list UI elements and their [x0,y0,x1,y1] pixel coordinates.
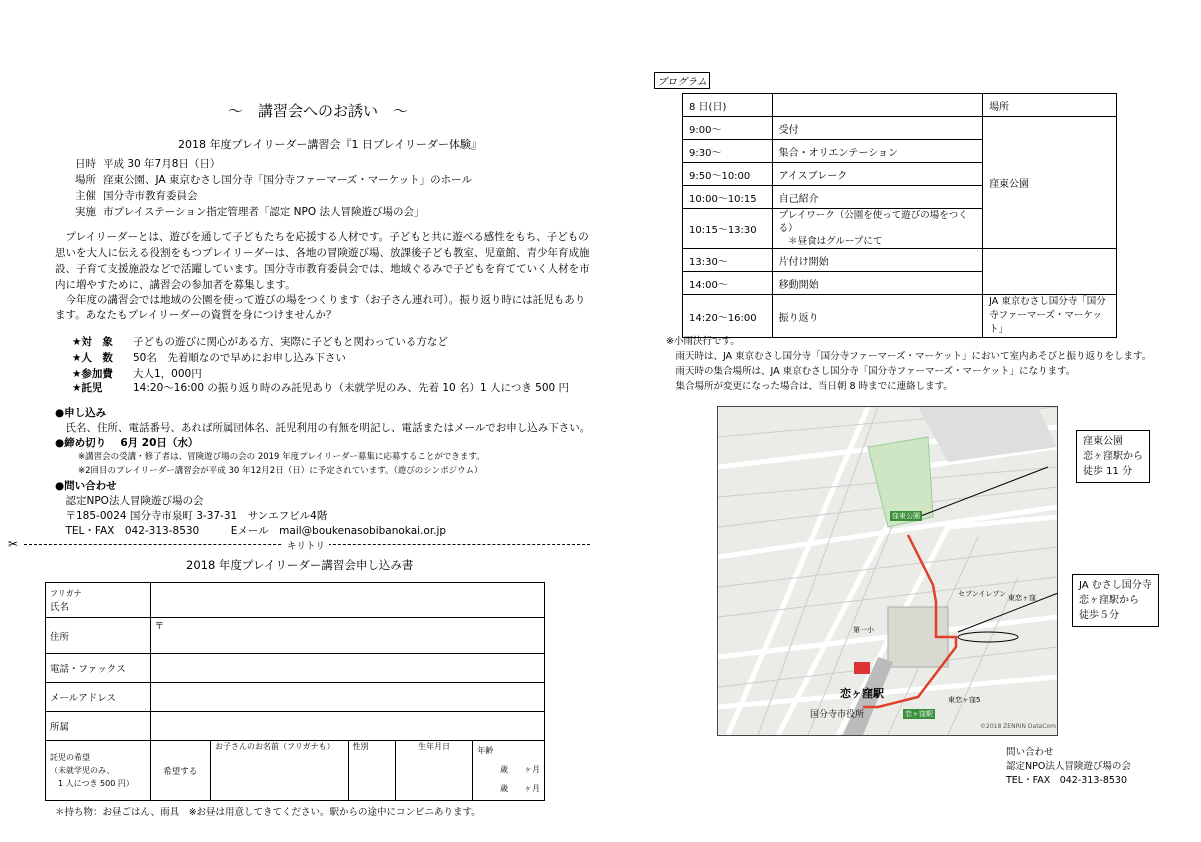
left-page [0,0,600,842]
fee-label: ★参加費 [72,368,113,380]
bring-note: ＊持ち物：お昼ごはん、雨具 ※お昼は用意してきてください。駅からの途中にコンビニあります。 [55,807,481,818]
childcare-line: （未就学児のみ、 [50,766,115,775]
detail-host: 国分寺市教育委員会 [103,190,198,202]
callout-line: 窪東公園 [1083,436,1123,447]
contact-org: 認定NPO法人冒険遊び場の会 [1006,761,1131,772]
email-label: メールアドレス [46,683,151,712]
name-field[interactable] [150,583,544,618]
program-item-note: ＊昼食はグループにて [778,236,883,247]
detail-operator: 市プレイステーション指定管理者「認定 NPO 法人冒険遊び場の会」 [103,206,425,218]
elementary-label: 第一小 [853,626,874,634]
invite-title: ～ 講習会へのお誘い ～ [228,102,409,120]
note-line: ※講習会の受講・修了者は、冒険遊び場の会の 2019 年度プレイリーダー募集に応募することができます。 [78,452,485,462]
contact-line: 認定NPO法人冒険遊び場の会 [55,495,204,507]
program-place-empty [983,249,1117,295]
contact-line: 〒185-0024 国分寺市泉町 3-37-31 サンエフビル4階 [55,510,328,522]
contact-tel: TEL・FAX 042-313-8530 [1006,775,1127,786]
scissors-icon: ✂ [8,537,19,551]
intro-line: 設、子育て支援施設などで活躍しています。国分寺市教育委員会では、地域ぐるみで子どもを育てていく人材を市 [55,263,590,275]
program-item: 振り返り [772,295,982,338]
detail-host-label: 主催 [75,190,96,202]
intro-line: プレイリーダーとは、遊びを通して子どもたちを応援する人材です。子どもと共に遊べる感性をもち、子どもの [55,231,589,243]
program-table [682,93,1117,338]
callout-line: 恋ヶ窪駅から [1079,595,1139,606]
form-title: 2018 年度プレイリーダー講習会申し込み書 [186,558,414,572]
program-label: プログラム [654,72,710,89]
program-place-park: 窪東公園 [983,117,1117,249]
intro-line: 内に増やすために、講習会の参加者を募集します。 [55,279,296,291]
note-line: ※2回目のプレイリーダー講習会が平成 30 年12月2日（日）に予定されています。（遊びのシンポジウム） [78,466,483,476]
program-time: 9:50～10:00 [683,163,773,186]
gender-cell[interactable] [348,741,395,801]
target-label: ★対 象 [72,336,113,348]
detail-date: 平成 30 年7月8日（日） [103,158,221,170]
rain-note: ※小雨決行です。 [666,336,740,347]
childcare-label-cell [46,741,151,801]
higashi-label: 東恋ヶ窪 [1008,594,1036,602]
detail-date-label: 日時 [75,158,96,170]
wish-cell[interactable]: 希望する [150,741,211,801]
program-time: 9:30～ [683,140,773,163]
callout-line: 徒歩５分 [1079,610,1119,621]
age-label: 年齢 [477,746,494,755]
capacity-value: 50名 先着順なので早めにお申し込み下さい [133,352,346,364]
phone-label: 電話・ファックス [46,654,151,683]
program-place-ja: JA 東京むさし国分寺「国分寺ファーマーズ・マーケット」 [983,295,1117,338]
program-item: アイスブレーク [772,163,982,186]
target-value: 子どもの遊びに関心がある方、実際に子どもと関わっている方など [133,336,448,348]
program-time: 14:20～16:00 [683,295,773,338]
map-drawing [718,407,1057,735]
program-item-header [772,94,982,117]
rain-note: 集合場所が変更になった場合は、当日朝 8 時までに連絡します。 [666,381,953,392]
age-unit: 歳 ヶ月 [500,784,540,793]
event-title: 2018 年度プレイリーダー講習会『1 日プレイリーダー体験』 [178,138,483,151]
gender-label: 性別 [352,742,369,751]
apply-heading: ●申し込み [55,407,107,419]
fee-value: 大人1，000円 [133,368,202,380]
callout-park [1076,430,1150,483]
park-label: 窪東公園 [892,512,920,520]
seven-label: セブンイレブン [958,590,1007,598]
program-item: プレイワーク（公園を使って遊びの場をつくる） [778,210,968,234]
contact-line: TEL・FAX 042-313-8530 Eメール mail@boukenasobibanokai.or.jp [55,525,447,537]
age-unit: 歳 ヶ月 [500,765,540,774]
cut-label: キリトリ [283,538,329,552]
city-hall-label: 国分寺市役所 [810,710,865,720]
access-map [717,406,1058,736]
detail-operator-label: 実施 [75,206,96,218]
callout-ja [1072,574,1159,627]
postal-mark: 〒 [154,621,165,632]
intro-line: ます。あなたもプレイリーダーの資質を身につけませんか？ [55,309,337,321]
detail-place-label: 場所 [75,174,96,186]
furigana-label: フリガナ [50,588,82,598]
detail-place: 窪東公園、JA 東京むさし国分寺「国分寺ファーマーズ・マーケット」のホール [103,174,472,186]
apply-text: 氏名、住所、電話番号、あれば所属団体名、託児利用の有無を明記し、電話またはメールでお申し込み下さい。 [55,422,591,434]
childcare-value: 14:20～16:00 の振り返り時のみ託児あり（未就学児のみ、先着 10 名）1 人につき 500 円 [133,382,570,394]
childcare-label: ★託児 [72,382,103,394]
name-label: 氏名 [50,601,70,613]
birthday-cell[interactable] [395,741,472,801]
callout-line: JA むさし国分寺 [1079,580,1152,591]
application-form [45,582,545,801]
address-field[interactable] [150,618,544,654]
program-item: 移動開始 [772,272,982,295]
name-label-cell [46,583,151,618]
contact-heading: 問い合わせ [1006,747,1054,758]
program-place-header: 場所 [983,94,1117,117]
childcare-line: 1 人につき 500 円） [50,779,134,788]
rain-note: 雨天時の集合場所は、JA 東京むさし国分寺「国分寺ファーマーズ・マーケット」になります。 [666,366,1076,377]
address-label: 住所 [46,618,151,654]
affiliation-label: 所属 [46,712,151,741]
child-name-label: お子さんのお名前（フリガナも） [215,742,335,751]
program-item: 片付け開始 [772,249,982,272]
program-item: 受付 [772,117,982,140]
age-cell[interactable] [473,741,545,801]
program-time: 9:00～ [683,117,773,140]
station-sign: 恋ヶ窪駅 [905,710,933,718]
email-field[interactable] [150,683,544,712]
program-item: 集合・オリエンテーション [772,140,982,163]
deadline: ●締め切り 6月 20日（水） [55,437,199,449]
program-time: 13:30～ [683,249,773,272]
program-time: 10:00～10:15 [683,186,773,209]
capacity-label: ★人 数 [72,352,113,364]
callout-line: 徒歩 11 分 [1083,466,1133,477]
program-time: 10:15～13:30 [683,209,773,249]
childcare-line: 託児の希望 [50,753,90,762]
map-copyright: ©2018 ZENRIN DataCom [980,723,1056,730]
child-name-cell[interactable] [211,741,348,801]
birthday-label: 生年月日 [417,742,450,751]
program-item-cell [772,209,982,249]
intro-line: 思いを大人に伝える役割をもつプレイリーダーは、各地の冒険遊び場、放課後子ども教室、児童館、青少年育成施 [55,247,590,259]
station-label: 恋ヶ窪駅 [840,687,884,700]
affiliation-field[interactable] [150,712,544,741]
contact-heading: ●問い合わせ [55,480,117,492]
program-time: 14:00～ [683,272,773,295]
start-marker [854,662,870,674]
phone-field[interactable] [150,654,544,683]
intro-line: 今年度の講習会では地域の公園を使って遊びの場をつくります（お子さん連れ可）。振り返り時には託児もあり [55,294,586,306]
callout-line: 恋ヶ窪駅から [1083,451,1143,462]
program-item: 自己紹介 [772,186,982,209]
program-date-header: 8 日(日) [683,94,773,117]
koigakubo5-label: 東恋ヶ窪5 [948,696,981,704]
rain-note: 雨天時は、JA 東京むさし国分寺「国分寺ファーマーズ・マーケット」において室内あそびと振り返りをします。 [666,351,1152,362]
